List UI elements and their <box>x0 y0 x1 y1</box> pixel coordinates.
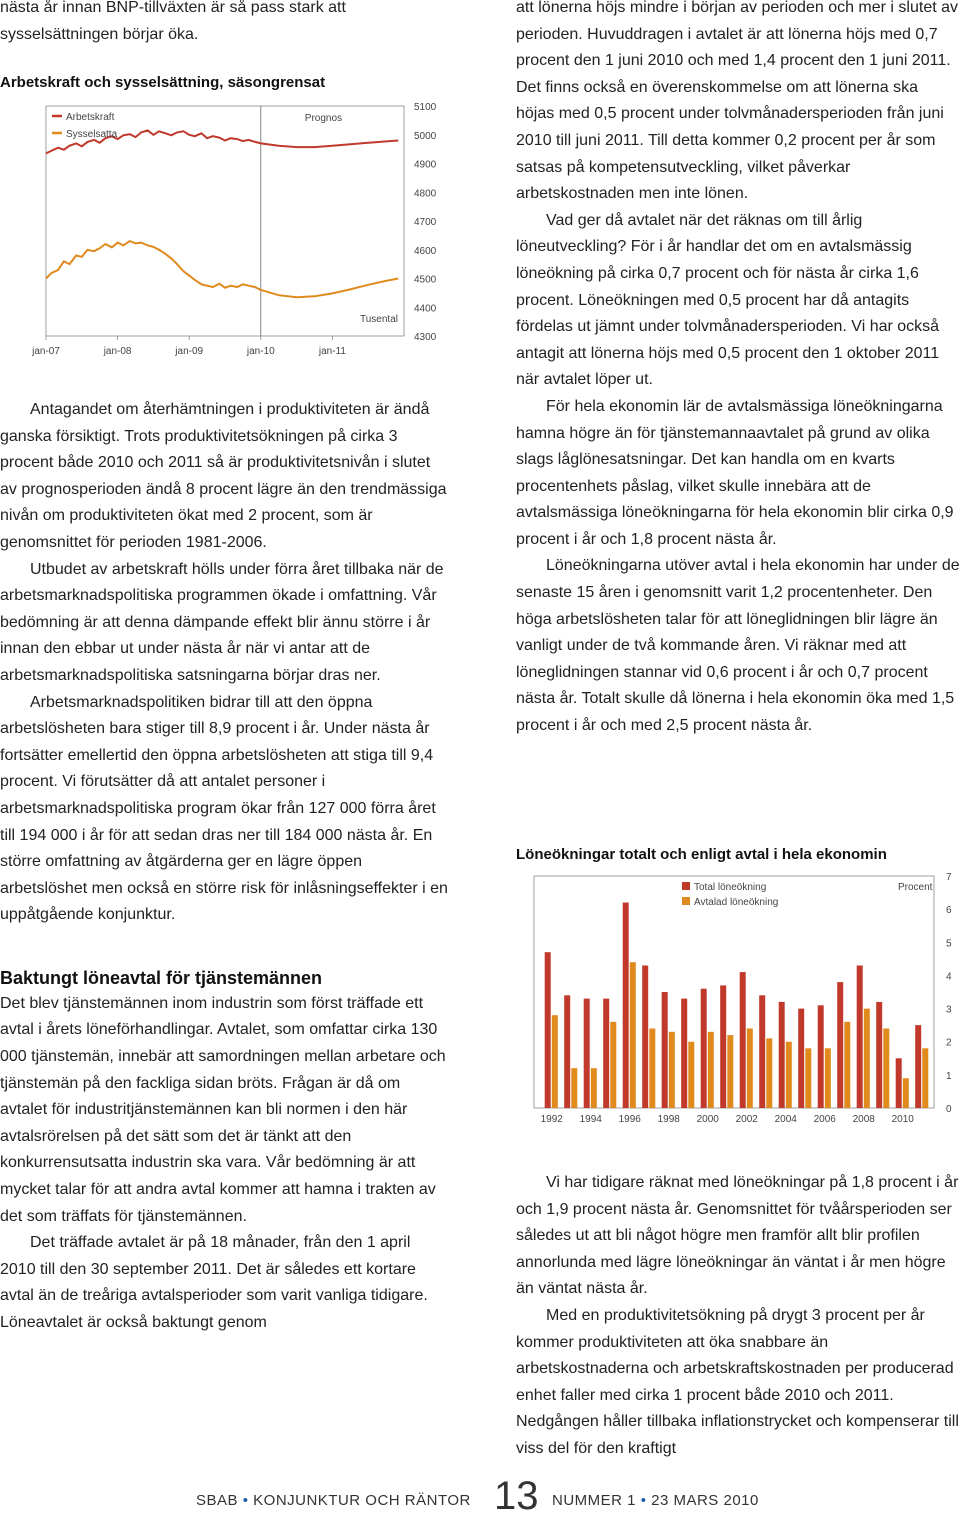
chart2-legend-label: Avtalad löneökning <box>694 897 779 908</box>
footer-section: KONJUNKTUR OCH RÄNTOR <box>253 1492 471 1509</box>
chart2-bar-total <box>798 1009 804 1108</box>
chart2-bar-total <box>603 999 609 1108</box>
right-paragraph-1: att lönerna höjs mindre i början av perioden och mer i slutet av perioden. Huvuddragen i avtalet är att lönerna höjs med 0,7 procent den 1 juni 2010 och med 1,4 procent den 1 juni 2011. Det finns också en överenskommelse om att lönerna ska höjas med 0,5 procent under tolvmånadersperioden från juni 2010 till juni 2011. Till detta kommer 0,2 procent per år som satsas på kompetensutveckling, vilket påverkar arbetskostnaden men inte lönen. <box>516 0 959 203</box>
chart1-x-tick: jan-10 <box>246 346 275 357</box>
chart1-legend-label: Arbetskraft <box>66 112 115 123</box>
chart-workforce-title: Arbetskraft och sysselsättning, säsongrensat <box>0 74 326 91</box>
wage-increase-chart <box>516 866 960 1136</box>
chart2-y-tick: 1 <box>946 1070 952 1082</box>
chart2-bar-total <box>564 995 570 1108</box>
chart1-y-tick: 4600 <box>414 245 437 257</box>
chart2-bar-avtalad <box>922 1048 928 1108</box>
chart2-unit-label: Procent <box>898 882 933 893</box>
chart2-bar-avtalad <box>649 1029 655 1109</box>
chart2-bar-total <box>896 1058 902 1108</box>
footer-publication <box>196 1492 471 1509</box>
chart2-bar-avtalad <box>669 1032 675 1108</box>
chart2-bar-avtalad <box>747 1029 753 1109</box>
chart2-x-tick: 2010 <box>891 1114 914 1125</box>
chart2-x-tick: 2004 <box>774 1114 797 1125</box>
page-footer <box>0 1470 960 1518</box>
chart1-x-tick: jan-07 <box>32 346 60 357</box>
chart2-bar-total <box>681 999 687 1108</box>
right-paragraph-4: Löneökningarna utöver avtal i hela ekonomin har under de senaste 15 åren i genomsnitt varit 1,2 procentenheter. Den höga arbetslösheten talar för att löneglidningen blir lägre än vanligt under de två kommande åren. Vi räknar med att löneglidningen stannar vid 0,6 procent i år och 0,7 procent nästa år. Totalt skulle då lönerna i hela ekonomin öka med 1,5 procent i år och med 2,5 procent nästa år. <box>516 557 960 735</box>
chart2-legend-swatch <box>682 897 690 905</box>
chart2-bar-avtalad <box>903 1078 909 1108</box>
chart2-legend-swatch <box>682 882 690 890</box>
chart2-bar-total <box>915 1025 921 1108</box>
chart1-y-tick: 5000 <box>414 130 437 142</box>
chart1-y-tick: 4700 <box>414 217 437 228</box>
chart2-y-tick: 0 <box>946 1104 952 1115</box>
chart2-bar-avtalad <box>591 1068 597 1108</box>
chart2-bar-total <box>759 995 765 1108</box>
chart2-bar-total <box>642 966 648 1109</box>
chart2-x-tick: 2002 <box>735 1114 758 1125</box>
chart2-bar-avtalad <box>766 1038 772 1108</box>
footer-publisher: SBAB <box>196 1492 239 1509</box>
footer-date: 23 MARS 2010 <box>651 1492 759 1509</box>
chart2-x-tick: 2000 <box>696 1114 719 1125</box>
chart2-bar-total <box>857 966 863 1109</box>
page-number: 13 <box>494 1474 539 1518</box>
chart2-bar-avtalad <box>844 1022 850 1108</box>
chart2-bar-total <box>740 972 746 1108</box>
chart2-bar-avtalad <box>727 1035 733 1108</box>
chart2-bar-total <box>584 999 590 1108</box>
chart2-bar-avtalad <box>864 1009 870 1108</box>
chart1-x-tick: jan-09 <box>175 346 204 357</box>
footer-bullet-2: • <box>640 1492 647 1509</box>
chart2-bar-avtalad <box>630 962 636 1108</box>
chart2-bar-total <box>837 982 843 1108</box>
chart2-bar-avtalad <box>571 1068 577 1108</box>
chart1-x-tick: jan-08 <box>103 346 132 357</box>
chart2-y-tick: 6 <box>946 905 952 917</box>
chart1-y-tick: 4500 <box>414 274 437 286</box>
paragraph-3: Arbetsmarknadspolitiken bidrar till att den öppna arbetslösheten bara stiger till 8,9 procent i år. Under nästa år fortsätter emellertid den öppna arbetslösheten att stiga till 9,4 procent. Vi förutsätter då att antalet personer i arbetsmarknadspolitiska program ökar från 127 000 förra året till 194 000 i år för att sedan dras ner till 184 000 nästa år. En större omfattning av åtgärderna ger en lägre öppen arbetslöshet men också en större risk för inlåsningseffekter i en uppåtgående konjunktur. <box>0 693 448 924</box>
chart2-bar-avtalad <box>708 1032 714 1108</box>
chart2-bar-total <box>545 952 551 1108</box>
right-after-paragraph-1: Vi har tidigare räknat med löneökningar på 1,8 procent i år och 1,9 procent nästa år. Genomsnittet för tvåårsperioden ser således ut att bli något högre men framför allt blir profilen annorlunda med lägre löneökningar än väntat i år men högre än väntat nästa år. <box>516 1174 959 1298</box>
chart2-x-tick: 1998 <box>657 1114 680 1125</box>
chart2-bar-avtalad <box>610 1022 616 1108</box>
chart2-y-tick: 4 <box>946 971 952 983</box>
chart2-y-tick: 7 <box>946 872 952 883</box>
chart2-bar-avtalad <box>805 1048 811 1108</box>
chart1-legend-label: Sysselsatta <box>66 129 118 140</box>
chart2-bar-avtalad <box>688 1042 694 1108</box>
chart-wages-title: Löneökningar totalt och enligt avtal i hela ekonomin <box>516 846 887 863</box>
section-paragraph-2: Det träffade avtalet är på 18 månader, från den 1 april 2010 till den 30 september 2011. Det är således ett kortare avtal än de treåriga avtalsperioder som varit vanliga tidigare. Löneavtalet är också baktungt genom <box>0 1234 428 1331</box>
paragraph-2: Utbudet av arbetskraft hölls under förra året tillbaka när de arbetsmarknadspolitiska programmen ökade i omfattning. Vår bedömning är att denna dämpande effekt blir ännu större i år innan den ebbar ut under nästa år när vi antar att de arbetsmarknadspolitiska satsningarna börjar dras ner. <box>0 560 444 684</box>
chart2-y-tick: 5 <box>946 938 952 950</box>
section-paragraph-1: Det blev tjänstemännen inom industrin som först träffade ett avtal i årets löneförhandlingar. Avtalet, som omfattar cirka 130 000 tjänstemän, innebär att samordningen mellan arbetare och tjänstemän på den fackliga sidan bröts. Frågan är då om avtalet för industritjänstemännen kan bli normen i den här avtalsrörelsen på det sätt som det är tänkt att den konkurrensutsatta industrin ska vara. Vår bedömning är att mycket talar för att andra avtal kommer att hamna i trakten av det som träffats för tjänstemännen. <box>0 994 446 1225</box>
chart2-legend-label: Total löneökning <box>694 882 767 893</box>
chart2-bar-avtalad <box>786 1042 792 1108</box>
intro-paragraph: nästa år innan BNP-tillväxten är så pass stark att sysselsättningen börjar öka. <box>0 0 346 43</box>
right-paragraph-3: För hela ekonomin lär de avtalsmässiga löneökningarna hamna högre än för tjänstemannaavtalet på grund av olika slags låglönesatsningar. Det kan handla om en kvarts procentenhets påslag, vilket skulle innebära att de avtalsmässiga löneökningarna för hela ekonomin blir cirka 0,9 procent i år och 1,8 procent nästa år. <box>516 397 954 548</box>
chart1-y-tick: 5100 <box>414 102 437 113</box>
right-paragraph-2: Vad ger då avtalet när det räknas om till årlig löneutveckling? För i år handlar det om en avtalsmässig löneökning på cirka 0,7 procent och för nästa år cirka 1,6 procent. Löneökningen med 0,5 procent har då antagits fördelas ut jämnt under tolvmånadersperioden. Vi har också antagit att lönerna höjs med 0,5 procent den 1 oktober 2011 när avtalet löper ut. <box>516 211 940 389</box>
chart2-x-tick: 2006 <box>813 1114 836 1125</box>
footer-bullet: • <box>242 1492 249 1509</box>
chart2-bar-total <box>818 1005 824 1108</box>
chart2-y-tick: 3 <box>946 1004 952 1016</box>
footer-issue <box>552 1492 759 1509</box>
chart2-bar-total <box>876 1002 882 1108</box>
footer-issue-number: NUMMER 1 <box>552 1492 637 1509</box>
chart2-bar-total <box>701 989 707 1108</box>
chart1-unit-label: Tusental <box>360 314 398 325</box>
chart1-y-tick: 4800 <box>414 188 437 200</box>
chart2-x-tick: 2008 <box>852 1114 875 1125</box>
chart2-y-tick: 2 <box>946 1037 952 1049</box>
section-heading: Baktungt löneavtal för tjänstemännen <box>0 967 323 988</box>
chart2-bar-avtalad <box>825 1048 831 1108</box>
forecast-label: Prognos <box>304 113 343 124</box>
chart2-bar-total <box>779 1002 785 1108</box>
chart2-bar-total <box>623 903 629 1109</box>
chart2-bar-total <box>662 992 668 1108</box>
paragraph-1: Antagandet om återhämtningen i produktiviteten är ändå ganska försiktigt. Trots produktivitetsökningen på cirka 3 procent både 2010 och 2011 så är produktivitetsnivån i slutet av prognosperioden ändå 8 procent lägre än den trendmässiga nivån om produktiviteten ökat med 2 procent, som är genomsnittet för perioden 1981-2006. <box>0 401 447 551</box>
chart1-y-tick: 4300 <box>414 332 437 343</box>
right-after-paragraph-2: Med en produktivitetsökning på drygt 3 procent per år kommer produktiviteten att öka snabbare än arbetskostnaderna och arbetskraftskostnaden per producerad enhet faller med cirka 1 procent både 2010 och 2011. Nedgången håller tillbaka inflationstrycket och kompenserar till viss del för den kraftigt <box>516 1306 959 1457</box>
chart2-bar-avtalad <box>883 1029 889 1109</box>
workforce-employment-chart <box>0 96 448 366</box>
chart2-x-tick: 1996 <box>618 1114 641 1125</box>
chart2-x-tick: 1994 <box>579 1114 602 1125</box>
chart2-x-tick: 1992 <box>540 1114 563 1125</box>
chart1-y-tick: 4400 <box>414 303 437 315</box>
chart1-y-tick: 4900 <box>414 159 437 171</box>
chart2-bar-total <box>720 985 726 1108</box>
chart1-x-tick: jan-11 <box>318 346 346 357</box>
chart2-bar-avtalad <box>552 1015 558 1108</box>
